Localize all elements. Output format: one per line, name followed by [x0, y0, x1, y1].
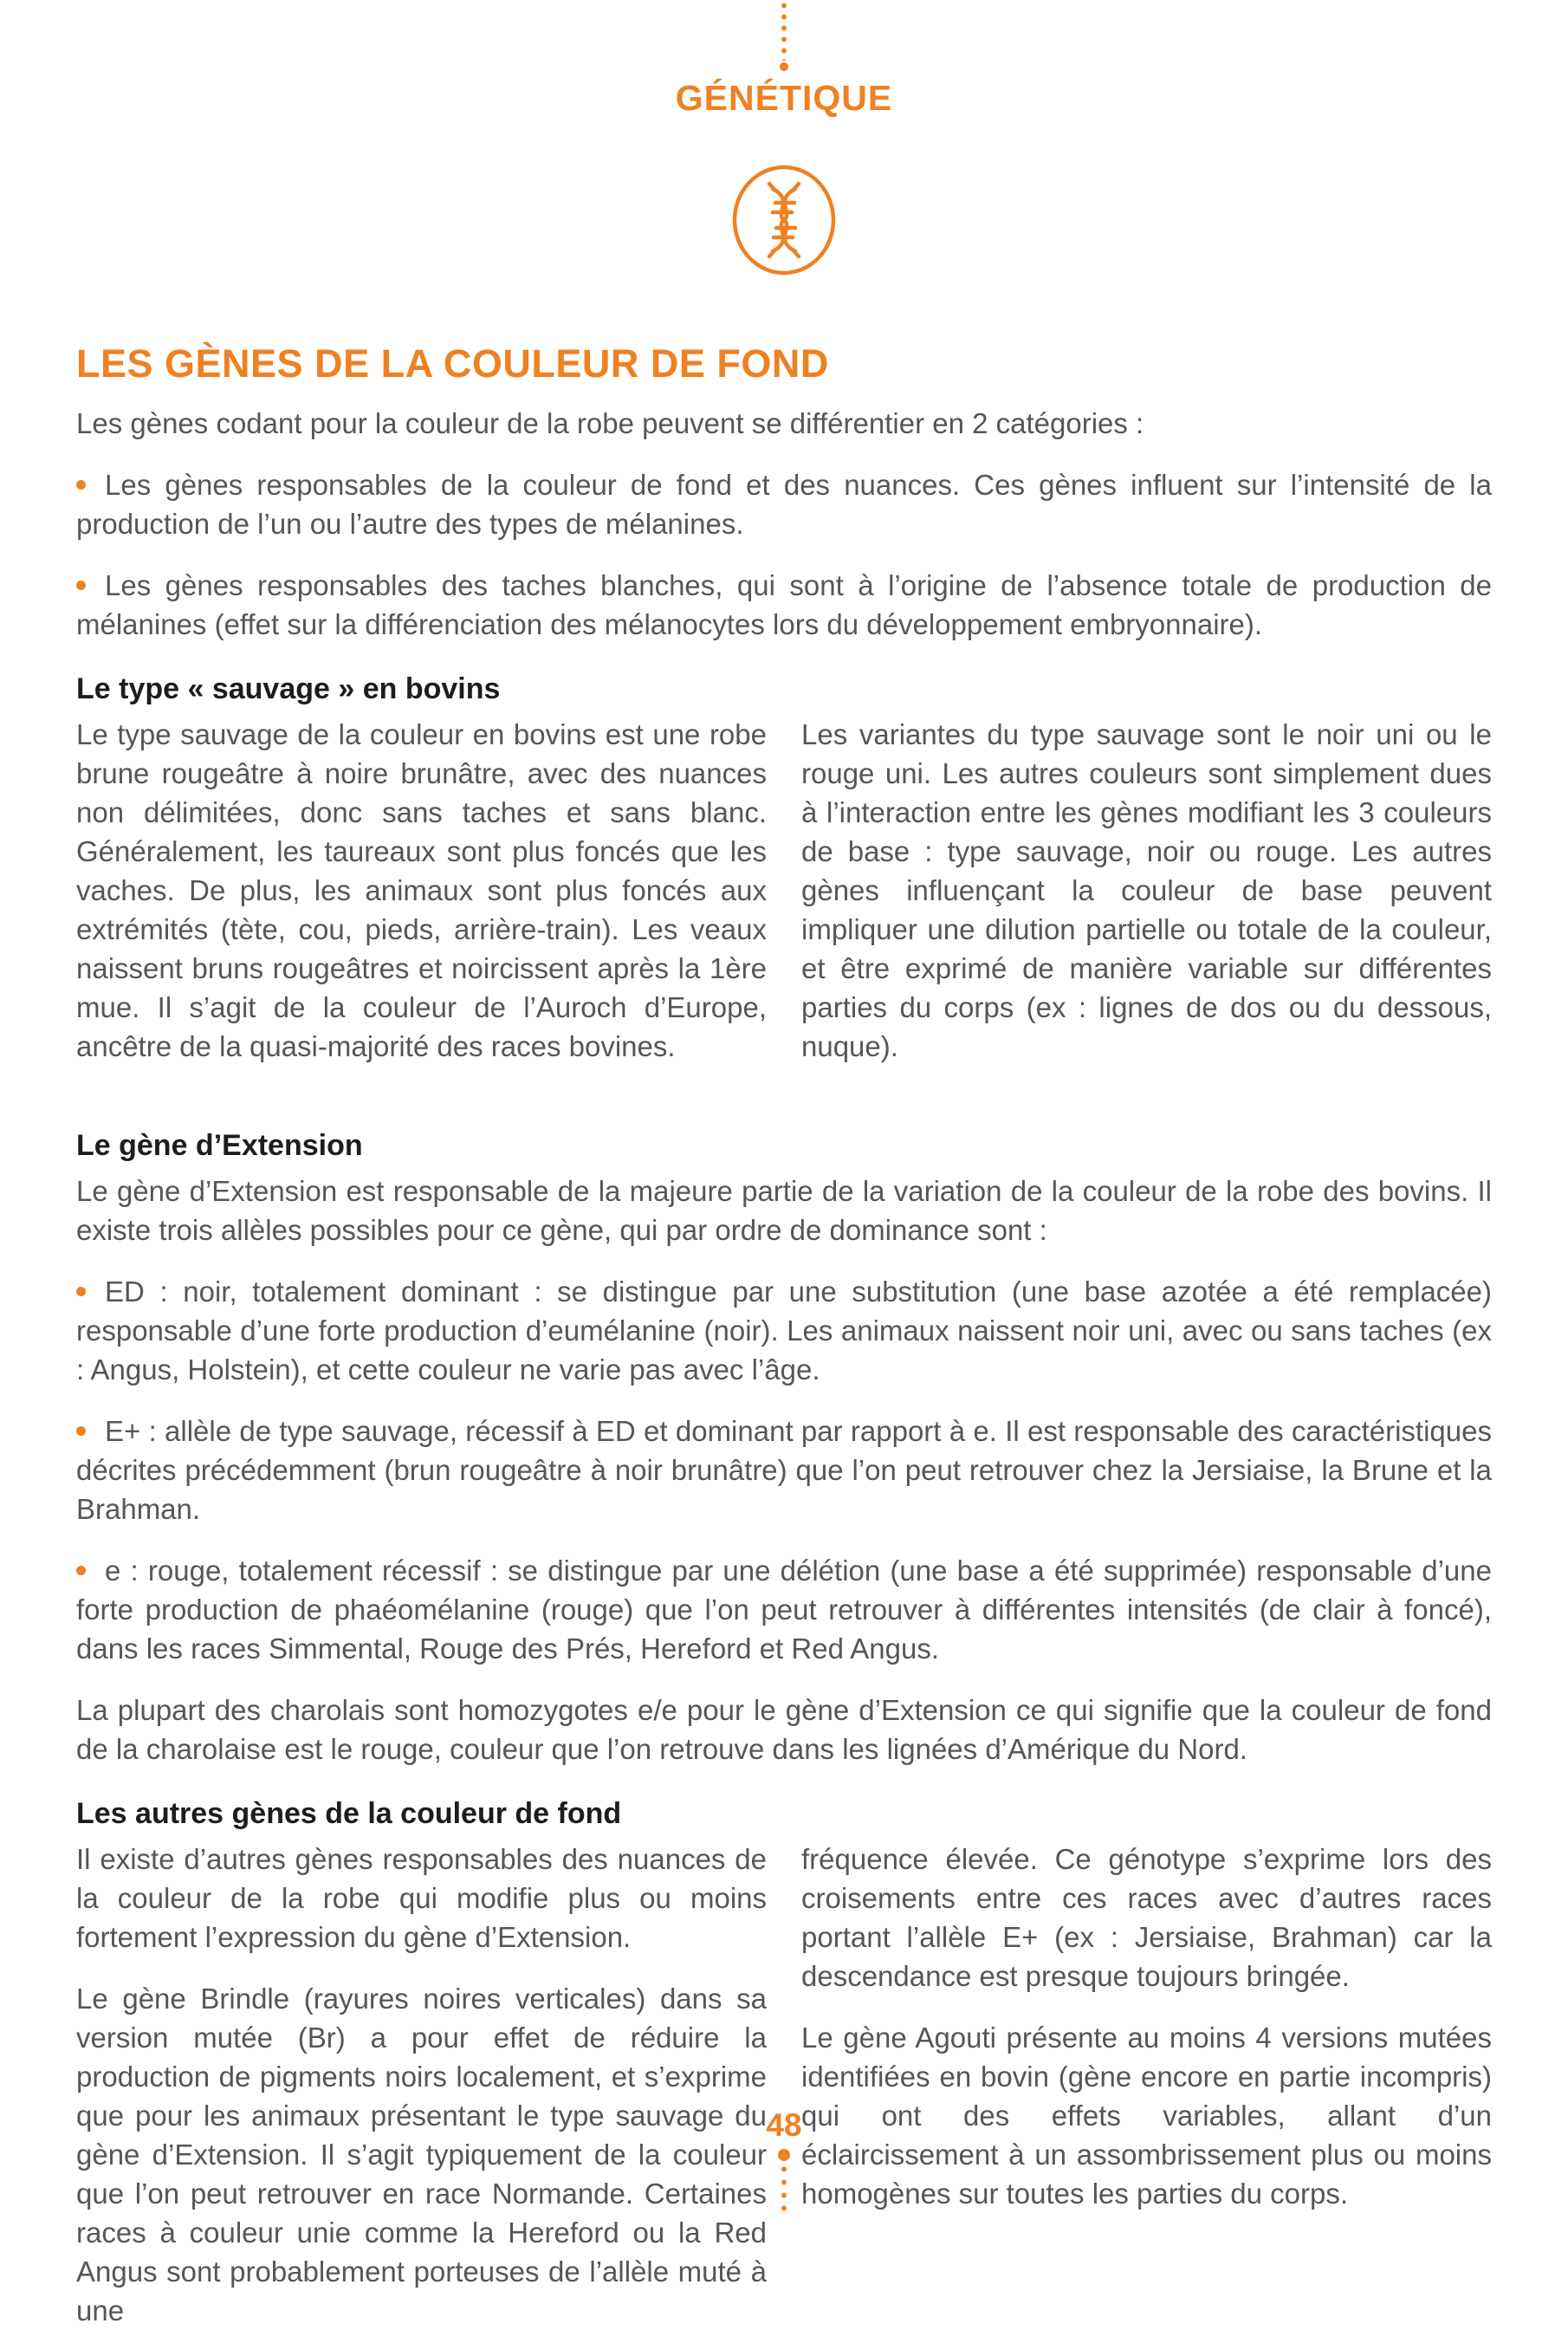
- bullet-dot-icon: [76, 1287, 86, 1296]
- other-genes-right-paragraph-2: Le gène Agouti présente au moins 4 versions mutées identifiées en bovin (gène encore en partie incompris) qui ont des effets variables, allant d’un éclaircissement à un assombrissement plus ou moins homogènes sur toutes les parties du corps.: [801, 2022, 1492, 2210]
- bullet-dot-icon: [76, 1566, 86, 1575]
- extension-bullet-2-text: E+ : allèle de type sauvage, récessif à ED et dominant par rapport à e. Il est responsable des caractéristiques décrites précédemment (brun rougeâtre à noir brunâtre) que l’on peut retrouver chez la Jersiaise, la Brune et la Brahman.: [76, 1415, 1492, 1525]
- other-genes-columns: [76, 1840, 1492, 2330]
- extension-bullet-3: [76, 1551, 1492, 1668]
- wild-type-columns: [76, 715, 1492, 1066]
- dotted-line-top-end-dot: [780, 62, 788, 71]
- chapter-kicker: GÉNÉTIQUE: [675, 78, 893, 118]
- intro-bullet-2-text: Les gènes responsables des taches blanches, qui sont à l’origine de l’absence totale de production de mélanines (effet sur la différenciation des mélanocytes lors du développement embryonnaire).: [76, 569, 1492, 640]
- dotted-line-top: [0, 0, 1568, 71]
- bullet-dot-icon: [76, 480, 86, 490]
- intro-bullet-1-text: Les gènes responsables de la couleur de fond et des nuances. Ces gènes influent sur l’intensité de la production de l’un ou l’autre des types de mélanines.: [76, 469, 1492, 540]
- wild-type-left-column: [76, 715, 767, 1066]
- page-number: 48: [766, 2107, 802, 2143]
- other-genes-right-paragraph-1: fréquence élevée. Ce génotype s’exprime lors des croisements entre ces races avec d’autres races portant l’allèle E+ (ex : Jersiaise, Brahman) car la descendance est presque toujours bringée.: [801, 1843, 1492, 1992]
- dna-icon-wrapper: [0, 164, 1568, 281]
- page-body: [0, 341, 1568, 2330]
- extension-bullet-2: [76, 1412, 1492, 1528]
- extension-bullet-1-text: ED : noir, totalement dominant : se distingue par une substitution (une base azotée a été remplacée) responsable d’une forte production d’eumélanine (noir). Les animaux naissent noir uni, avec ou sans taches (ex : Angus, Holstein), et cette couleur ne varie pas avec l’âge.: [76, 1275, 1492, 1386]
- dotted-line-bottom-dots: [781, 2163, 787, 2216]
- wild-type-right-paragraph: Les variantes du type sauvage sont le noir uni ou le rouge uni. Les autres couleurs sont simplement dues à l’interaction entre les gènes modifiant les 3 couleurs de base : type sauvage, noir ou rouge. Les autres gènes influençant la couleur de base peuvent impliquer une dilution partielle ou totale de la couleur, et être exprimé de manière variable sur différentes parties du corps (ex : lignes de dos ou du dessous, nuque).: [801, 718, 1492, 1062]
- extension-heading: Le gène d’Extension: [76, 1129, 363, 1162]
- wild-type-right-column: [801, 715, 1492, 1066]
- page-title: LES GÈNES DE LA COULEUR DE FOND: [76, 341, 829, 386]
- other-genes-left-column: [76, 1840, 767, 2330]
- other-genes-heading: Les autres gènes de la couleur de fond: [76, 1797, 622, 1830]
- dotted-line-bottom-start-dot: [778, 2149, 790, 2161]
- page-footer: [0, 2109, 1568, 2218]
- extension-bullet-1: [76, 1272, 1492, 1389]
- dna-icon: [730, 164, 838, 276]
- extension-outro-paragraph: La plupart des charolais sont homozygotes e/e pour le gène d’Extension ce qui signifie que la couleur de fond de la charolaise est le rouge, couleur que l’on retrouve dans les lignées d’Amérique du Nord.: [76, 1694, 1492, 1765]
- intro-bullet-1: [76, 465, 1492, 543]
- wild-type-heading: Le type « sauvage » en bovins: [76, 672, 501, 705]
- wild-type-left-paragraph: Le type sauvage de la couleur en bovins est une robe brune rougeâtre à noire brunâtre, avec des nuances non délimitées, donc sans taches et sans blanc. Généralement, les taureaux sont plus foncés que les vaches. De plus, les animaux sont plus foncés aux extrémités (tète, cou, pieds, arrière-train). Les veaux naissent bruns rougeâtres et noircissent après la 1ère mue. Il s’agit de la couleur de l’Auroch d’Europe, ancêtre de la quasi-majorité des races bovines.: [76, 718, 767, 1062]
- intro-paragraph: Les gènes codant pour la couleur de la robe peuvent se différentier en 2 catégories :: [76, 407, 1144, 439]
- other-genes-left-paragraph-2: Le gène Brindle (rayures noires verticales) dans sa version mutée (Br) a pour effet de réduire la production de pigments noirs localement, et s’exprime que pour les animaux présentant le type sauvage du gène d’Extension. Il s’agit typiquement de la couleur que l’on peut retrouver en race Normande. Certaines races à couleur unie comme la Hereford ou la Red Angus sont probablement porteuses de l’allèle muté à une: [76, 1983, 767, 2327]
- intro-bullet-2: [76, 566, 1492, 644]
- extension-intro-paragraph: Le gène d’Extension est responsable de la majeure partie de la variation de la couleur de la robe des bovins. Il existe trois allèles possibles pour ce gène, qui par ordre de dominance sont :: [76, 1175, 1492, 1246]
- extension-bullet-3-text: e : rouge, totalement récessif : se distingue par une délétion (une base a été supprimée) responsable d’une forte production de phaéomélanine (rouge) que l’on peut retrouver à différentes intensités (de clair à foncé), dans les races Simmental, Rouge des Prés, Hereford et Red Angus.: [76, 1554, 1492, 1665]
- bullet-dot-icon: [76, 1426, 86, 1436]
- dotted-line-top-dots: [781, 0, 787, 61]
- other-genes-right-column: [801, 1840, 1492, 2330]
- other-genes-left-paragraph-1: Il existe d’autres gènes responsables des nuances de la couleur de la robe qui modifie plus ou moins fortement l’expression du gène d’Extension.: [76, 1843, 767, 1953]
- bullet-dot-icon: [76, 581, 86, 590]
